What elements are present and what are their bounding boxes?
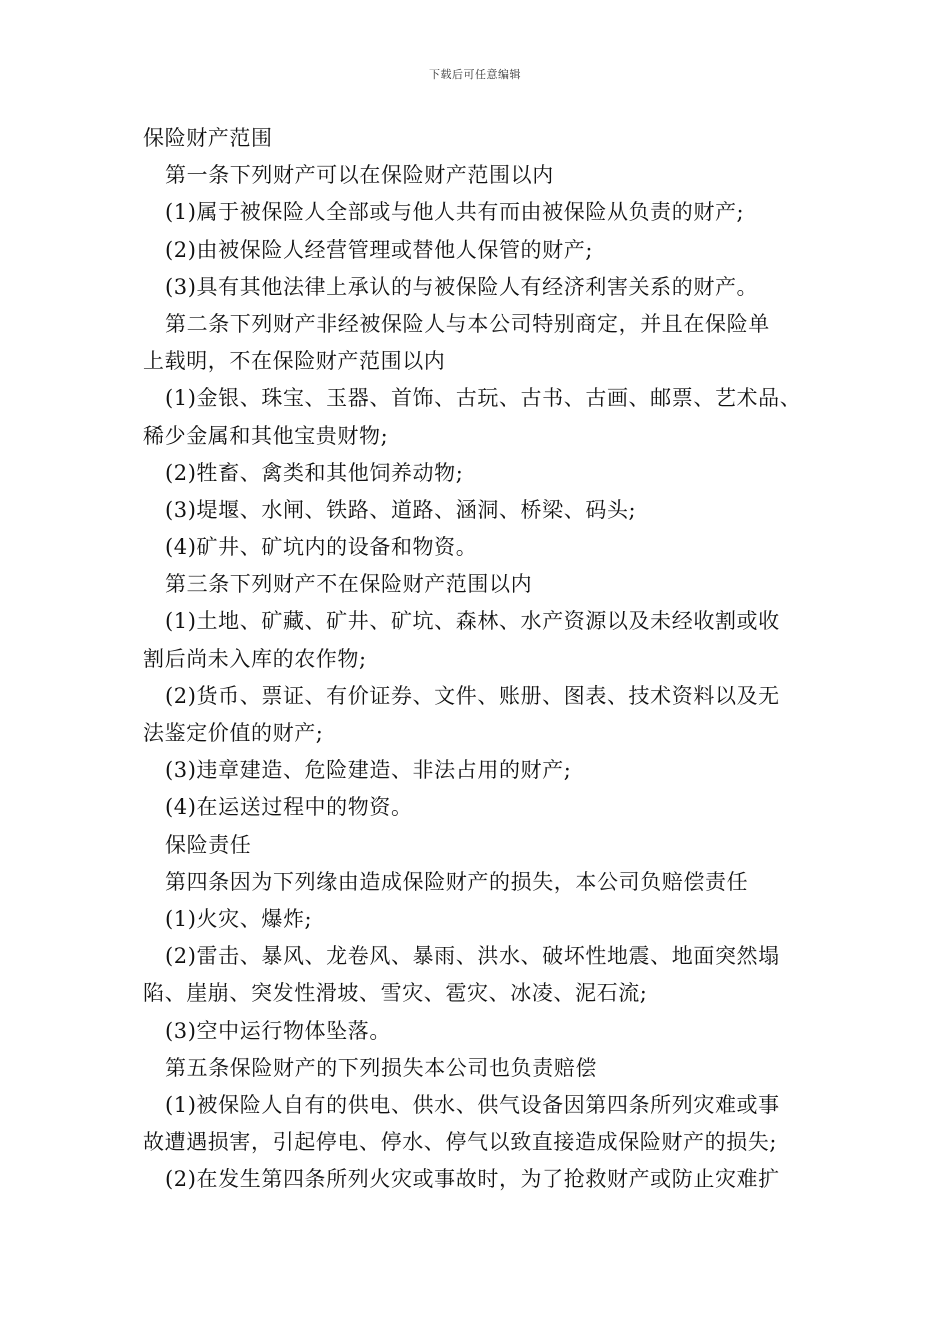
text-line: (2)由被保险人经营管理或替他人保管的财产; xyxy=(165,237,594,262)
text-line: (4)矿井、矿坑内的设备和物资。 xyxy=(165,535,478,560)
text-line: (4)在运送过程中的物资。 xyxy=(165,795,413,820)
document-body xyxy=(143,120,823,1198)
text-line: (2)雷击、暴风、龙卷风、暴雨、洪水、破坏性地震、地面突然塌 xyxy=(165,944,780,969)
text-line: 第三条下列财产不在保险财产范围以内 xyxy=(165,572,533,597)
text-line: (3)堤堰、水闸、铁路、道路、涵洞、桥梁、码头; xyxy=(165,497,637,522)
text-line: 第二条下列财产非经被保险人与本公司特别商定，并且在保险单 xyxy=(165,311,770,336)
text-line: (2)牲畜、禽类和其他饲养动物; xyxy=(165,460,464,485)
text-line: 上载明，不在保险财产范围以内 xyxy=(143,349,446,374)
text-line: 保险责任 xyxy=(165,832,252,857)
text-line: 故遭遇损害，引起停电、停水、停气以致直接造成保险财产的损失; xyxy=(143,1130,778,1155)
text-line: 割后尚未入库的农作物; xyxy=(143,646,367,671)
text-line: (3)违章建造、危险建造、非法占用的财产; xyxy=(165,758,572,783)
text-line: (3)具有其他法律上承认的与被保险人有经济利害关系的财产。 xyxy=(165,274,759,299)
text-line: 法鉴定价值的财产; xyxy=(143,721,324,745)
text-line: (2)在发生第四条所列火灾或事故时，为了抢救财产或防止灾难扩 xyxy=(165,1167,780,1192)
text-line: (2)货币、票证、有价证券、文件、账册、图表、技术资料以及无 xyxy=(165,683,780,708)
page-header: 下载后可任意编辑 xyxy=(429,68,521,81)
text-line: 第一条下列财产可以在保险财产范围以内 xyxy=(165,163,554,188)
text-line: (3)空中运行物体坠落。 xyxy=(165,1018,391,1043)
text-line: 保险财产范围 xyxy=(143,126,273,150)
text-line: (1)被保险人自有的供电、供水、供气设备因第四条所列灾难或事 xyxy=(165,1092,780,1117)
text-line: 陷、崖崩、突发性滑坡、雪灾、雹灾、冰凌、泥石流; xyxy=(143,981,648,1006)
text-line: (1)金银、珠宝、玉器、首饰、古玩、古书、古画、邮票、艺术品、 xyxy=(165,386,802,411)
text-line: (1)属于被保险人全部或与他人共有而由被保险从负责的财产; xyxy=(165,200,745,225)
text-line: 稀少金属和其他宝贵财物; xyxy=(143,423,389,448)
text-line: (1)土地、矿藏、矿井、矿坑、森林、水产资源以及未经收割或收 xyxy=(165,609,780,634)
text-line: 第五条保险财产的下列损失本公司也负责赔偿 xyxy=(165,1055,597,1080)
text-line: (1)火灾、爆炸; xyxy=(165,906,313,931)
text-line: 第四条因为下列缘由造成保险财产的损失，本公司负赔偿责任 xyxy=(165,869,749,894)
